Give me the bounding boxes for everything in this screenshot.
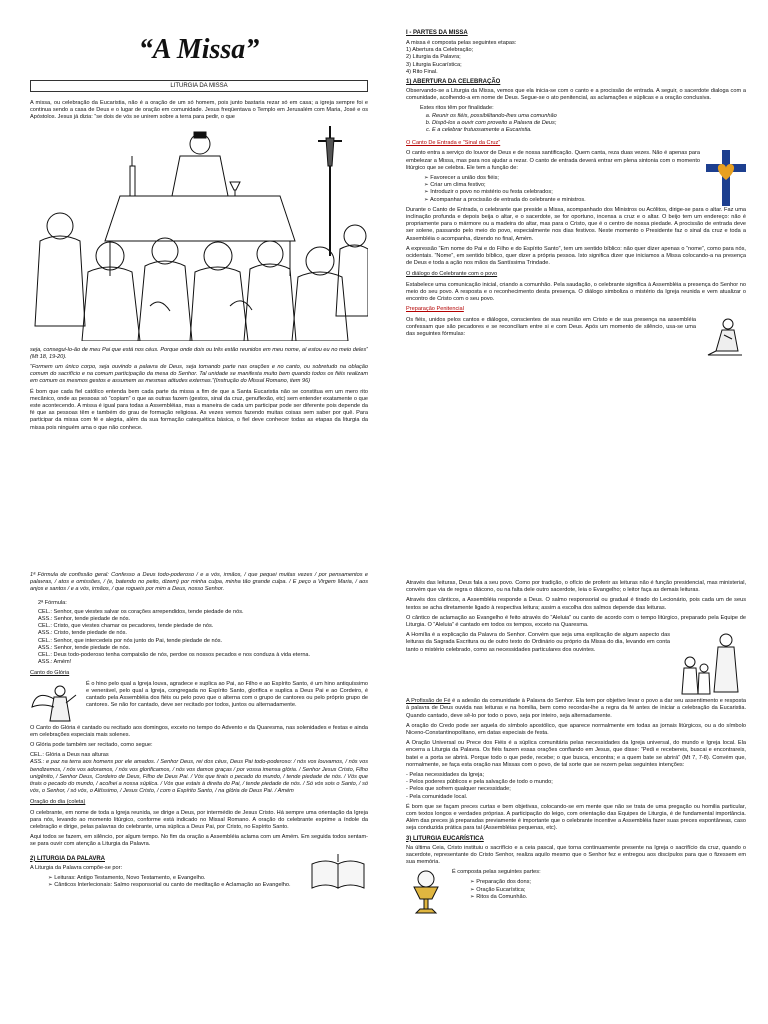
creed-heading: A Profissão de Fé xyxy=(406,698,451,705)
mass-illustration xyxy=(30,126,368,341)
formula-2-line: CEL.: Senhor, que intercedeis por nós junto do Pai, tende piedade de nós. xyxy=(38,637,223,644)
section-3-text: Na última Ceia, Cristo instituiu o sacrifício e a ceia pascal, que torna continuamente presente na Igreja o sacrifício da cruz, quando o sacerdote, representante do Cristo Senhor, realiza aquilo mesmo que o Senhor fez e entregou aos discípulos para que o fizessem em sua memória. xyxy=(406,844,746,866)
entrance-chant-text: O canto entra a serviço do louvor de Deus e de nossa santificação. Quem canta, reza duas vezes. Não é apenas para embelezar a Missa, mas para nos ajudar a rezar. O canto de entrada deverá entrar em plena sintonia com o momento litúrgico que se celebra. Ele tem a função de: xyxy=(406,150,700,171)
open-bible-icon xyxy=(308,852,368,892)
alleluia-text: O cântico de aclamação ao Evangelho é feito através do “Aleluia” ou canto de acordo com o tempo litúrgico, preparado pela Equipe de Liturgia. O “Aleluia” é cantado em todos os tempos, exceto na Quaresma. xyxy=(406,614,746,629)
formula-2-line: ASS.: Senhor, tende piedade de nós. xyxy=(38,616,131,623)
intention-item: - Pela comunidade local. xyxy=(406,793,468,800)
psalm-text: Através dos cânticos, a Assembléia responde a Deus. O salmo responsorial ou gradual é tirado do Lecionário, pois cada um de seus textos se acha diretamente ligado à respectiva leitura; assim a escolha dos salmos depende das leituras. xyxy=(406,597,746,611)
entrance-chant-item: ➢ Favorecer a união dos fiéis; xyxy=(424,175,700,182)
section-1-heading: 1) ABERTURA DA CELEBRAÇÃO xyxy=(406,79,501,86)
penitential-row xyxy=(406,317,746,357)
section-box-liturgia: LITURGIA DA MISSA xyxy=(30,80,368,92)
section-2-item: ➢ Cânticos Interlecionais: Salmo responsorial ou canto de meditação e Aclamação ao Evangelho. xyxy=(48,882,302,889)
mass-drawing xyxy=(30,126,368,341)
intentions-list xyxy=(406,772,746,801)
formula-1: 1ª Fórmula de confissão geral: Confesso a Deus todo-poderoso / e a vós, irmãos, / que pequei muitas vezes / por pensamentos e palavras, / atos e omissões, / (e, batendo no peito, dizem) por minha culpa, minha tão grande culpa. / E peço a Virgem Maria, / aos anjos e santos / e a vós, irmãos, / que rogueis por mim a Deus, nosso Senhor. xyxy=(30,572,368,593)
gloria-cel: CEL.: Glória a Deus nas alturas xyxy=(30,752,109,759)
gloria-text: É o hino pelo qual a Igreja louva, agradece e suplica ao Pai, ao Filho e ao Espírito Santo, é um hino antiquíssimo e venerável, pelo qual a Igreja, congregada no Espírito Santo, glorifica e suplica a Deus Pai e ao Cordeiro, é cantado pela Assembléia dos fiéis ou pelo povo que o alterna com o grupo de cantores ou pelo próprio grupo de cantores. Se não for cantado, deve ser recitado por todos, juntos ou alternadamente. xyxy=(86,680,368,709)
readings-text: Através das leituras, Deus fala a seu povo. Como por tradição, o ofício de proferir as leituras não é função presidencial, mas ministerial, convém que via de regra o diácono, ou na falta dele outro sacerdote, leia o Evangelho; o leitor faça as demais leituras. xyxy=(406,580,746,594)
gloria-row xyxy=(30,681,368,725)
page-2 xyxy=(406,28,746,524)
gloria-short: O Glória pode também ser recitado, como segue: xyxy=(30,742,153,749)
gloria-time: O Canto do Glória é cantado ou recitado aos domingos, exceto no tempo do Advento e da Quaresma, nas solenidades e festas e ainda em celebrações especiais mais solenes. xyxy=(30,724,368,738)
gloria-ass: ASS.: e paz na terra aos homens por ele amados. / Senhor Deus, rei dos céus, Deus Pai todo-poderoso: / nós vos louvamos, / nós vos bendizemos, / nós vos adoramos, / nós vos glorificamos, / nós vos damos graças / por vossa imensa glória. / Senhor Jesus Cristo, Filho unigênito, / Senhor Deus, Cordeiro de Deus, Filho de Deus Pai. / Vós que tirais o pecado do mundo, / tende piedade de nós. / Vós que tirais o pecado do mundo, / acolhei a nossa súplica. / Vós que estais à direita do Pai, / tende piedade de nós. / Só vós sois o Santo, / só vós, o Senhor, / só vós, o Altíssimo, / Jesus Cristo, / com o Espírito Santo, / na glória de Deus Pai. / Amém xyxy=(30,759,368,795)
parts-item: 2) Liturgia da Palavra; xyxy=(406,54,461,61)
section-2-intro: A Liturgia da Palavra compõe-se por: xyxy=(30,864,123,871)
creed-paragraph xyxy=(406,698,746,720)
word-row xyxy=(30,852,368,893)
homily-text: A Homília é a explicação da Palavra do Senhor. Convém que seja uma explicação de algum aspecto das leituras da Sagrada Escritura ou de outro texto do Ordinário ou próprio da Missa do dia, levando em conta tanto o mistério celebrado, como as necessidades particulares dos ouvintes. xyxy=(406,632,670,653)
rites-list xyxy=(432,113,746,135)
formula-2-line: ASS.: Senhor, tende piedade de nós. xyxy=(38,644,131,651)
penitential-heading: Preparação Penitencial xyxy=(406,306,464,313)
gloria-heading: Canto do Glória xyxy=(30,670,70,677)
prayer-end: É bom que se façam preces curtas e bem objetivas, colocando-se em mente que não se trata de uma pregação ou homilia particular, com textos longos e verdades próprias. A participação do leigo, com orientação das Equipes de Liturgia, é de fundamental importância. Além das preces já preparadas previamente é importante que o celebrante incentive a Assembléia fazer suas preces espontâneas, caso seja conduzida prática para tal (Assembléias pequenas, etc). xyxy=(406,803,746,832)
section-2-item: ➢ Leituras: Antigo Testamento, Novo Testamento, e Evangelho. xyxy=(48,875,302,882)
creed-text: é a adesão da comunidade à Palavra do Senhor. Ela tem por objetivo levar o povo a dar seu assentimento e resposta à palavra de Deus ouvida nas leituras e na homilia, bem como recordar-lhe a regra da fé antes de iniciar a celebração da Eucaristia. Quando cantado, deve sê-lo por todo o povo, seja por inteiro, seja alternadamente. xyxy=(406,698,746,719)
entrance-chant-row xyxy=(406,150,746,206)
parts-item: 3) Liturgia Eucarística; xyxy=(406,61,462,68)
collect-heading: Oração do dia (coleta) xyxy=(30,799,86,806)
section-2-heading: 2) LITURGIA DA PALAVRA xyxy=(30,855,105,862)
procession-text: Durante o Canto de Entrada, o celebrante que preside a Missa, acompanhado dos Ministros ou Acólitos, dirige-se para o altar. Faz uma inclinação profunda e depois beija o altar, e o sacerdote, se for oportuno, incensa a cruz e o altar. O beijo tem um endereço: não é propriamente para o mármore ou a madeira do altar, mas para o Cristo, que é o centro de nossa piedade. A procissão de entrada deve ser solene, passando pelo meio do povo, especialmente nos dias festivos. Neste momento o Presidente faz o sinal da cruz e toda a Assembléia o acompanha, dizendo no final, Amém. xyxy=(406,206,746,242)
rites-item: c. E a celebrar frutuosamente a Eucaristia. xyxy=(432,127,746,134)
cross-heart-icon xyxy=(706,150,746,206)
intention-item: - Pelas necessidades da Igreja; xyxy=(406,772,485,779)
intro-quote-end: seja, consegui-lo-ão de meu Pai que está nos céus. Porque onde dois ou três estão reunidos em meu nome, aí estou eu no meio deles” (Mt 18, 19-20). xyxy=(30,346,368,360)
section-3-heading: 3) LITURGIA EUCARÍSTICA xyxy=(406,835,484,842)
page-4 xyxy=(406,580,746,1022)
prayer-text: A Oração Universal ou Prece dos Fiéis é a súplica comunitária pelas necessidades da Igreja universal, do mundo e Igreja local. Ela encerra a Liturgia da Palavra. Os fiéis fazem essas orações confiando em Jesus, que disse: “Pedi e recebereis, buscai e encontrareis, batei e a porta se abrirá. Porque todo o que pede, recebe; o que busca, encontra; e a quem bate se abrirá” (Mt 7, 7-8). Convém que, normalmente, se faça esta oração nas Missas com o povo, de tal sorte que se rezem pelas seguintes intenções: xyxy=(406,740,746,768)
intention-item: - Pelos poderes públicos e pela salvação de todo o mundo; xyxy=(406,779,553,786)
page-3 xyxy=(30,572,368,1022)
parts-heading: I - PARTES DA MISSA xyxy=(406,30,468,36)
formula-2-line: ASS.: Cristo, tende piedade de nós. xyxy=(38,630,127,637)
rites-item: b. Dispô-los a ouvir com proveito a Palavra de Deus; xyxy=(432,120,746,127)
section-3-intro: É composta pelas seguintes partes: xyxy=(452,869,541,876)
intro-paragraph: A missa, ou celebração da Eucaristia, não é a oração de um só homem, pois junto bastaria rezar só em casa; a igreja sempre foi e continua sendo a casa de Deus e o lugar de oração em comunidade. Jesus freqüentava o Templo em Jerusalém com Maria, José e os Apóstolos. Jesus já dizia: “se dois de vós se unirem sobre a terra para pedir, o que xyxy=(30,100,368,121)
entrance-chant-item: ➢ Acompanhar a procissão de entrada do celebrante e ministros. xyxy=(424,197,700,204)
dialogue-heading: O diálogo do Celebrante com o povo xyxy=(406,271,498,278)
kneeling-figure-icon xyxy=(702,317,746,357)
parts-item: 1) Abertura da Celebração; xyxy=(406,47,474,54)
rites-intro: Estes ritos têm por finalidade: xyxy=(420,105,494,112)
section-1-text: Observando-se a Liturgia da Missa, vemos que ela inicia-se com o canto e a procissão de entrada. A seguir, o sacerdote dialoga com a comunidade, acolhendo-a em nome de Deus. Segue-se o ato penitencial, as aclamações e súplicas e a oração conclusiva. xyxy=(406,88,746,102)
chalice-icon xyxy=(406,869,446,915)
dialogue-text: Estabelece uma comunicação inicial, criando a comunhão. Pela saudação, o celebrante significa à Assembléia a presença do Senhor no meio do seu povo. A resposta e o reconhecimento desta presença. O diálogo simboliza o mistério da Igreja reunida e vem atualizar o encontro de Cristo com o seu povo. xyxy=(406,281,746,303)
formula-2-line: CEL.: Deus todo-poderoso tenha compaixão de nós, perdoe os nossos pecados e nos conduza à vida eterna. xyxy=(38,652,311,659)
parts-intro: A missa é composta pelas seguintes etapas: xyxy=(406,40,517,46)
entrance-chant-item: ➢ Criar um clima festivo; xyxy=(424,182,700,189)
section-3-item: ➢ Ritos da Comunhão. xyxy=(470,894,746,901)
page-1 xyxy=(30,28,368,524)
document-title: “A Missa” xyxy=(138,34,260,65)
section-3-list xyxy=(470,879,746,901)
formula-2-line: CEL.: Cristo, que viestes chamar os pecadores, tende piedade de nós. xyxy=(38,623,214,630)
formula-2-heading: 2ª Fórmula: xyxy=(38,599,67,606)
section-3-item: ➢ Preparação dos dons; xyxy=(470,879,746,886)
entrance-chant-item: ➢ Introduzir o povo no mistério ou festa celebrados; xyxy=(424,189,700,196)
eucharist-row xyxy=(406,869,746,915)
collect-text: O celebrante, em nome de toda a Igreja reunida, se dirige a Deus, por intermédio de Jesus Cristo. Há sempre uma orientação da Igreja para nós, levando ao momento litúrgico, conforme está indicado no Missal Romano. A oração do celebrante exprime a índole da celebração e dirige, pelas palavras do celebrante, uma súplica a Deus Pai, por Cristo, no Espírito Santo. xyxy=(30,809,368,831)
section-3-item: ➢ Oração Eucarística; xyxy=(470,887,746,894)
homily-row xyxy=(406,632,746,698)
rites-item: a. Reunir os fiéis, possibilitando-lhes uma comunhão xyxy=(432,113,746,120)
formula-2-line: CEL.: Senhor, que viestes salvar os corações arrependidos, tende piedade de nós. xyxy=(38,608,244,615)
formula-2-line: ASS.: Amém! xyxy=(38,659,72,666)
parts-list xyxy=(406,47,746,76)
formula-2-list xyxy=(38,609,368,667)
creed-form: A oração do Credo pode ser aquela do símbolo apostólico, que aparece normalmente em todas as jornais litúrgicos, ou a do símbolo Niceno-Constantinopolitano, em datas especiais de festa. xyxy=(406,722,746,737)
missal-quote: “Formem um único corpo, seja ouvindo a palavra de Deus, seja tomando parte nas orações e no canto, ou sobretudo na oblação comum do sacrifício e na comum participação da mesa do Senhor. Tal unidade se manifesta muito bem quando todos os fiéis realizam em comum os mesmos gestos e assumem as mesmas atitudes externas.”(Instrução do Missal Romano, item 96) xyxy=(30,364,368,385)
intention-item: - Pelos que sofrem qualquer necessidade; xyxy=(406,786,511,793)
entrance-chant-heading: O Canto De Entrada e “Sinal da Cruz” xyxy=(406,140,501,147)
angel-icon xyxy=(30,681,80,725)
section-2-list xyxy=(48,875,302,889)
penitential-text: Os fiéis, unidos pelos cantos e diálogos, conscientes de sua reunião em Cristo e de sua presença na assembléia confessam que são pecadores e se reconciliam entre si e com Deus. Após um momento de silêncio, usa-se uma das seguintes fórmulas: xyxy=(406,316,696,337)
preacher-figures-icon xyxy=(676,632,746,698)
entrance-chant-list xyxy=(424,175,700,204)
closing-paragraph: É bom que cada fiel católico entenda bem cada parte da missa a fim de que a Santa Eucaristia não se constitua em um mero rito mecânico, onde as pessoas só “copiam” o que as outras fazem (gestos, sinal da cruz, genuflexão, etc) sem entender exatamente o que este acontecendo. A missa é igual para todas a Assembléias, mas a maneira de cada um participar pode ser diferente pois depende da fé que as pessoas têm e também do grau de formação religiosa. As vezes vemos fazendo muitas coisas sem saber por quê. Para participar da missa com fé e alegria, além da sua formação catequética básica, o fiel deve conhecer todas as etapas da liturgia da missa pois ninguém ama o que não conhece. xyxy=(30,388,368,431)
expression-text: A expressão “Em nome do Pai e do Filho e do Espírito Santo”, tem um sentido bíblico: não quer dizer apenas o “nome”, como para nós, ocidentais. “Nome”, em sentido bíblico, quer dizer a própria pessoa. Isto significa dizer que iniciamos a Missa colocando-a na presença de Deus e toda a ação nos mãos da Santíssima Trindade. xyxy=(406,245,746,267)
parts-item: 4) Rito Final. xyxy=(406,68,438,75)
collect-end: Aqui todos se fazem, em silêncio, por algum tempo. No fim da oração a Assembléia aclama com um Amém. Em seguida todos sentam-se para ouvir com atenção a Liturgia da Palavra. xyxy=(30,834,368,848)
